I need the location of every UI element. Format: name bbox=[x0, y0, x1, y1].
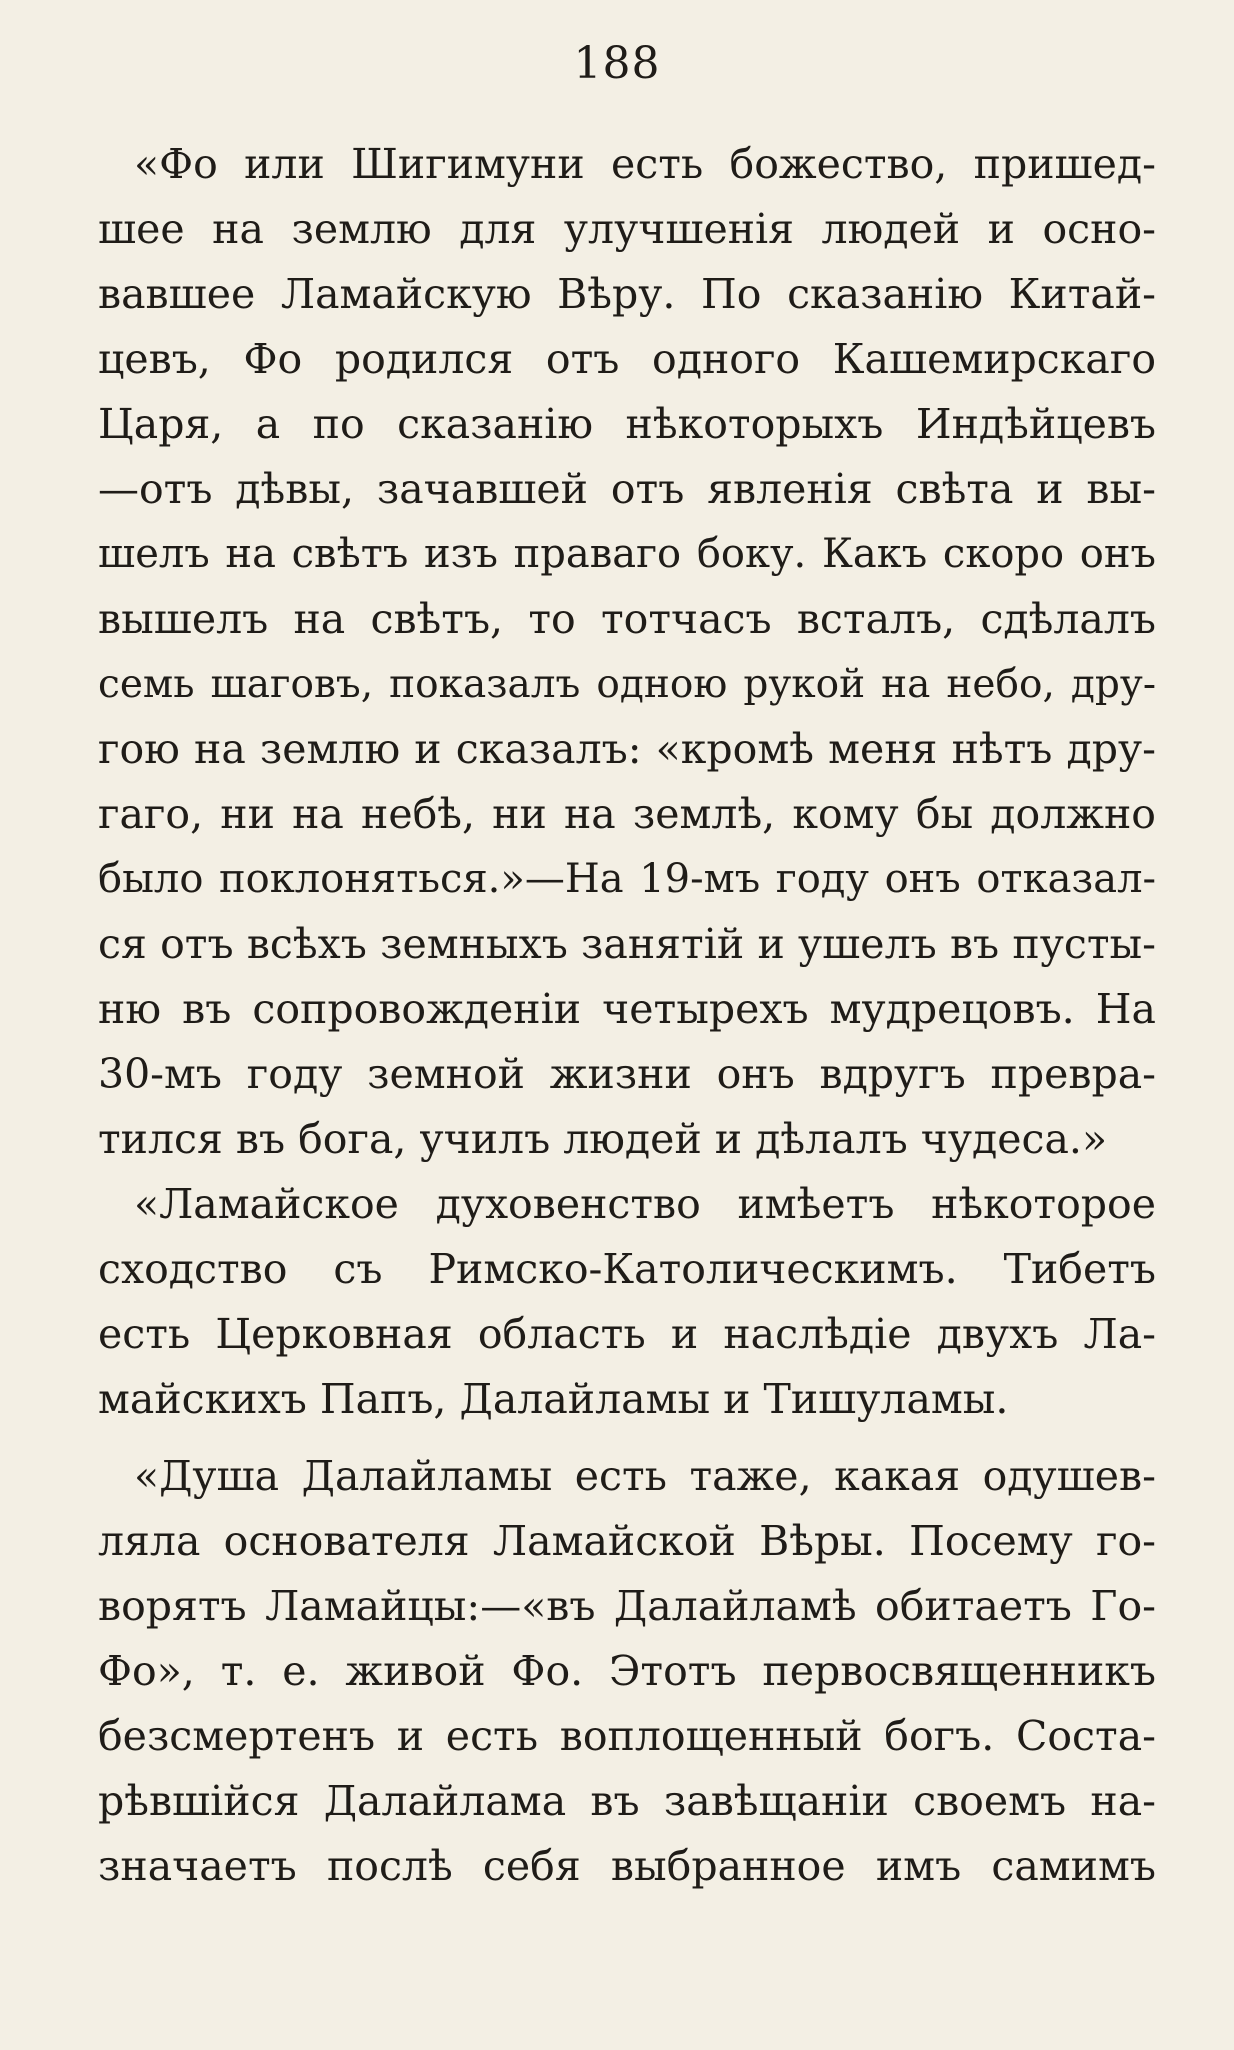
text-line: значаетъ послѣ себя выбранное имъ самимъ bbox=[98, 1842, 1156, 1890]
body-text bbox=[98, 132, 1156, 1899]
paragraph-clergy bbox=[98, 1172, 1156, 1432]
text-line: шелъ на свѣтъ изъ праваго боку. Какъ скоро онъ bbox=[98, 531, 1156, 577]
text-line: майскихъ Папъ, Далайламы и Тишуламы. bbox=[98, 1375, 1009, 1423]
text-line: вавшее Ламайскую Вѣру. По сказанію Китай- bbox=[98, 270, 1156, 318]
text-line: семь шаговъ, показалъ одною рукой на небо, дру- bbox=[98, 662, 1156, 707]
text-line: 30-мъ году земной жизни онъ вдругъ превра- bbox=[98, 1050, 1156, 1098]
text-line: вышелъ на свѣтъ, то тотчасъ всталъ, сдѣлалъ bbox=[98, 595, 1156, 643]
text-line: «Фо или Шигимуни есть божество, пришед- bbox=[134, 140, 1156, 188]
text-line: Фо», т. е. живой Фо. Этотъ первосвященникъ bbox=[98, 1647, 1156, 1695]
paragraph-fo bbox=[98, 132, 1156, 1172]
text-line: безсмертенъ и есть воплощенный богъ. Соста- bbox=[98, 1712, 1156, 1760]
text-line: Царя, а по сказанію нѣкоторыхъ Индѣйцевъ bbox=[98, 400, 1156, 448]
text-line: ворятъ Ламайцы:—«въ Далайламѣ обитаетъ Го- bbox=[98, 1582, 1156, 1630]
paragraph-dalai-lama bbox=[98, 1444, 1156, 1899]
text-line: «Ламайское духовенство имѣетъ нѣкоторое bbox=[134, 1180, 1156, 1228]
page-number: 188 bbox=[573, 38, 661, 89]
text-line: цевъ, Фо родился отъ одного Кашемирскаго bbox=[98, 335, 1156, 383]
text-line: ляла основателя Ламайской Вѣры. Посему го- bbox=[98, 1517, 1156, 1565]
text-line: рѣвшійся Далайлама въ завѣщаніи своемъ на- bbox=[98, 1777, 1156, 1825]
text-line: ню въ сопровожденіи четырехъ мудрецовъ. На bbox=[98, 985, 1156, 1033]
text-line: гою на землю и сказалъ: «кромѣ меня нѣтъ дру- bbox=[98, 725, 1156, 773]
text-line: было поклоняться.»—На 19-мъ году онъ отказал- bbox=[98, 856, 1156, 902]
paragraph-gap bbox=[98, 1432, 1156, 1444]
text-line: шее на землю для улучшенія людей и осно- bbox=[98, 205, 1156, 253]
text-line: —отъ дѣвы, зачавшей отъ явленія свѣта и вы- bbox=[98, 465, 1156, 513]
text-line: тился въ бога, училъ людей и дѣлалъ чудеса.» bbox=[98, 1115, 1108, 1163]
text-line: ся отъ всѣхъ земныхъ занятій и ушелъ въ пусты- bbox=[98, 920, 1156, 968]
text-line: сходство съ Римско-Католическимъ. Тибетъ bbox=[98, 1245, 1156, 1293]
text-line: «Душа Далайламы есть таже, какая одушев- bbox=[134, 1452, 1156, 1500]
text-line: есть Церковная область и наслѣдіе двухъ Ла- bbox=[98, 1310, 1156, 1358]
text-line: гаго, ни на небѣ, ни на землѣ, кому бы должно bbox=[98, 790, 1156, 838]
